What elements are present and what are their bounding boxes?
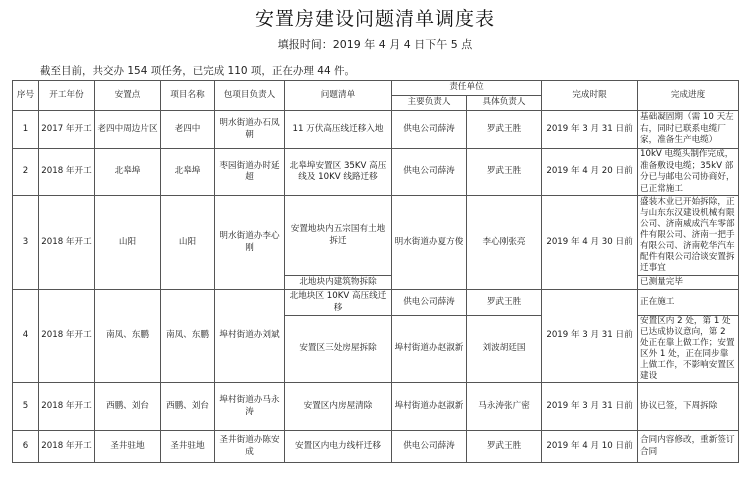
header-seq: 序号: [13, 81, 39, 111]
cell-main-person: 埠村街道办赵淑新: [392, 316, 467, 383]
header-specific-person: 具体负责人: [467, 96, 542, 111]
cell-year: 2018 年开工: [39, 196, 95, 290]
cell-main-person: 明水街道办夏方俊: [392, 196, 467, 290]
header-progress: 完成进度: [638, 81, 739, 111]
cell-project: 西鹏、刘台: [161, 383, 215, 431]
cell-specific-person: 罗武王胜: [467, 431, 542, 463]
table-row: [13, 431, 739, 463]
cell-site: 北皋埠: [95, 149, 161, 196]
cell-issue: 11 万伏高压线迁移入地: [285, 111, 392, 149]
cell-specific-person: 刘波胡廷国: [467, 316, 542, 383]
cell-seq: 1: [13, 111, 39, 149]
cell-main-person: 埠村街道办赵淑新: [392, 383, 467, 431]
header-deadline: 完成时限: [542, 81, 638, 111]
cell-issue: 北皋埠安置区 35KV 高压线及 10KV 线路迁移: [285, 149, 392, 196]
cell-main-person: 供电公司薛涛: [392, 149, 467, 196]
cell-deadline: 2019 年 4 月 20 日前: [542, 149, 638, 196]
cell-seq: 5: [13, 383, 39, 431]
cell-progress: 盛装木业已开始拆除，正与山东东汉建设机械有限公司、济南威成汽车零部件有限公司、济南一把手有限公司、济南乾华汽车配件有限公司洽谈安置拆迁事宜: [638, 196, 739, 276]
header-site: 安置点: [95, 81, 161, 111]
cell-progress: 已测量完毕: [638, 276, 739, 290]
cell-issue: 安置区内房屋清除: [285, 383, 392, 431]
cell-progress: 安置区内 2 处，第 1 处已达成协议意向，第 2 处正在靠上做工作；安置区外 1 处，正在同步靠上做工作，不影响安置区建设: [638, 316, 739, 383]
cell-progress: 合同内容修改，重新签订合同: [638, 431, 739, 463]
cell-year: 2018 年开工: [39, 290, 95, 383]
fill-time: 填报时间：2019 年 4 月 4 日下午 5 点: [277, 38, 473, 51]
cell-specific-person: 罗武王胜: [467, 290, 542, 316]
header-unit: 责任单位: [392, 81, 542, 96]
cell-seq: 2: [13, 149, 39, 196]
table-row: [13, 111, 739, 149]
cell-progress: 10kV 电缆头制作完成，准备敷设电缆；35kV 部分已与邮电公司协商好，已正常施工: [638, 149, 739, 196]
cell-year: 2018 年开工: [39, 431, 95, 463]
header-main-person: 主要负责人: [392, 96, 467, 111]
cell-site: 圣井驻地: [95, 431, 161, 463]
cell-year: 2018 年开工: [39, 383, 95, 431]
cell-progress: 协议已签，下周拆除: [638, 383, 739, 431]
cell-site: 山阳: [95, 196, 161, 290]
cell-site: 老四中周边片区: [95, 111, 161, 149]
cell-progress: 正在施工: [638, 290, 739, 316]
cell-main-person: 供电公司薛涛: [392, 111, 467, 149]
cell-deadline: 2019 年 4 月 10 日前: [542, 431, 638, 463]
cell-specific-person: 罗武王胜: [467, 111, 542, 149]
cell-project: 南凤、东鹏: [161, 290, 215, 383]
cell-seq: 4: [13, 290, 39, 383]
cell-deadline: 2019 年 3 月 31 日前: [542, 290, 638, 383]
cell-year: 2018 年开工: [39, 149, 95, 196]
cell-owner: 埠村街道办马永涛: [215, 383, 285, 431]
cell-issue: 安置地块内五宗国有土地拆迁: [285, 196, 392, 276]
table-row: [13, 149, 739, 196]
cell-specific-person: 马永涛张广密: [467, 383, 542, 431]
issue-table: [12, 80, 739, 463]
cell-specific-person: 李心刚张亮: [467, 196, 542, 290]
cell-owner: 明水街道办石凤朝: [215, 111, 285, 149]
cell-owner: 埠村街道办刘斌: [215, 290, 285, 383]
cell-main-person: 供电公司薛涛: [392, 290, 467, 316]
cell-seq: 3: [13, 196, 39, 290]
document-title: 安置房建设问题清单调度表: [254, 8, 495, 30]
header-issue: 问题清单: [285, 81, 392, 111]
cell-issue: 安置区三处房屋拆除: [285, 316, 392, 383]
table-row: [13, 290, 739, 316]
cell-project: 北皋埠: [161, 149, 215, 196]
cell-specific-person: 罗武王胜: [467, 149, 542, 196]
table-row: [13, 196, 739, 276]
cell-owner: 枣园街道办时延超: [215, 149, 285, 196]
cell-site: 西鹏、刘台: [95, 383, 161, 431]
table-row: [13, 383, 739, 431]
header-owner: 包项目负责人: [215, 81, 285, 111]
cell-progress: 基础凝固期（需 10 天左右，同时已联系电缆厂家，准备生产电缆）: [638, 111, 739, 149]
cell-owner: 明水街道办李心刚: [215, 196, 285, 290]
cell-issue: 北地块内建筑物拆除: [285, 276, 392, 290]
cell-seq: 6: [13, 431, 39, 463]
cell-owner: 圣井街道办陈安成: [215, 431, 285, 463]
cell-site: 南凤、东鹏: [95, 290, 161, 383]
cell-issue: 安置区内电力线杆迁移: [285, 431, 392, 463]
cell-issue: 北地块区 10KV 高压线迁移: [285, 290, 392, 316]
cell-deadline: 2019 年 4 月 30 日前: [542, 196, 638, 290]
cell-project: 圣井驻地: [161, 431, 215, 463]
cell-main-person: 供电公司薛涛: [392, 431, 467, 463]
header-project: 项目名称: [161, 81, 215, 111]
cell-year: 2017 年开工: [39, 111, 95, 149]
cell-deadline: 2019 年 3 月 31 日前: [542, 383, 638, 431]
cell-deadline: 2019 年 3 月 31 日前: [542, 111, 638, 149]
summary-text: 截至目前，共交办 154 项任务，已完成 110 项，正在办理 44 件。: [40, 65, 355, 77]
header-year: 开工年份: [39, 81, 95, 111]
cell-project: 山阳: [161, 196, 215, 290]
cell-project: 老四中: [161, 111, 215, 149]
